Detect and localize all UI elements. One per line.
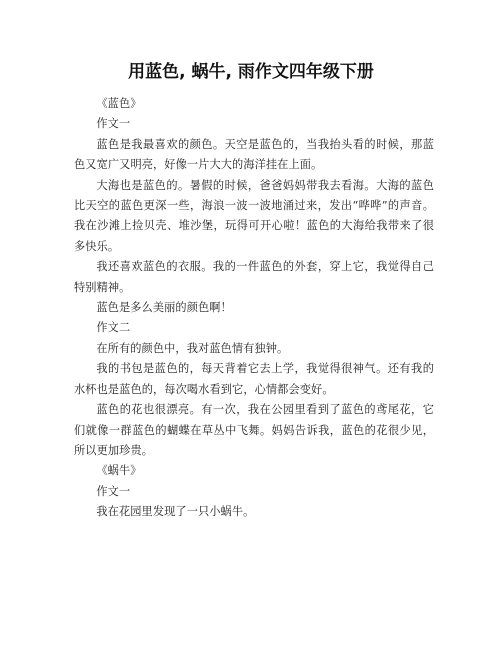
document-title: 用蓝色, 蜗牛, 雨作文四年级下册 xyxy=(128,62,374,82)
essay-heading: 作文二 xyxy=(96,321,131,335)
paragraph: 蓝色是我最喜欢的颜色。天空是蓝色的，当我抬头看的时候，那蓝色又宽广又明亮，好像一片大大的海洋挂在上面。 xyxy=(74,137,434,172)
section-heading-blue: 《蓝色》 xyxy=(96,97,142,110)
essay-heading: 作文一 xyxy=(96,484,131,498)
paragraph: 我的书包是蓝色的，每天背着它去上学，我觉得很神气。还有我的水杯也是蓝色的，每次喝水看到它，心情都会变好。 xyxy=(74,362,434,396)
section-heading-snail: 《蜗牛》 xyxy=(96,464,142,478)
paragraph: 蓝色是多么美丽的颜色啊！ xyxy=(96,301,232,315)
document-body xyxy=(74,94,434,523)
paragraph: 在所有的颜色中，我对蓝色情有独钟。 xyxy=(96,341,289,355)
paragraph: 我还喜欢蓝色的衣服。我的一件蓝色的外套，穿上它，我觉得自己特别精神。 xyxy=(74,260,434,294)
essay-heading: 作文一 xyxy=(96,117,131,131)
paragraph: 我在花园里发现了一只小蜗牛。 xyxy=(96,505,255,519)
paragraph: 大海也是蓝色的。暑假的时候，爸爸妈妈带我去看海。大海的蓝色比天空的蓝色更深一些，海浪一波一波地涌过来，发出“哗哗”的声音。我在沙滩上捡贝壳、堆沙堡，玩得可开心啦！蓝色的大海给我带来了很多快乐。 xyxy=(74,178,434,253)
paragraph: 蓝色的花也很漂亮。有一次，我在公园里看到了蓝色的鸢尾花，它们就像一群蓝色的蝴蝶在草丛中飞舞。妈妈告诉我，蓝色的花很少见，所以更加珍贵。 xyxy=(74,403,434,457)
